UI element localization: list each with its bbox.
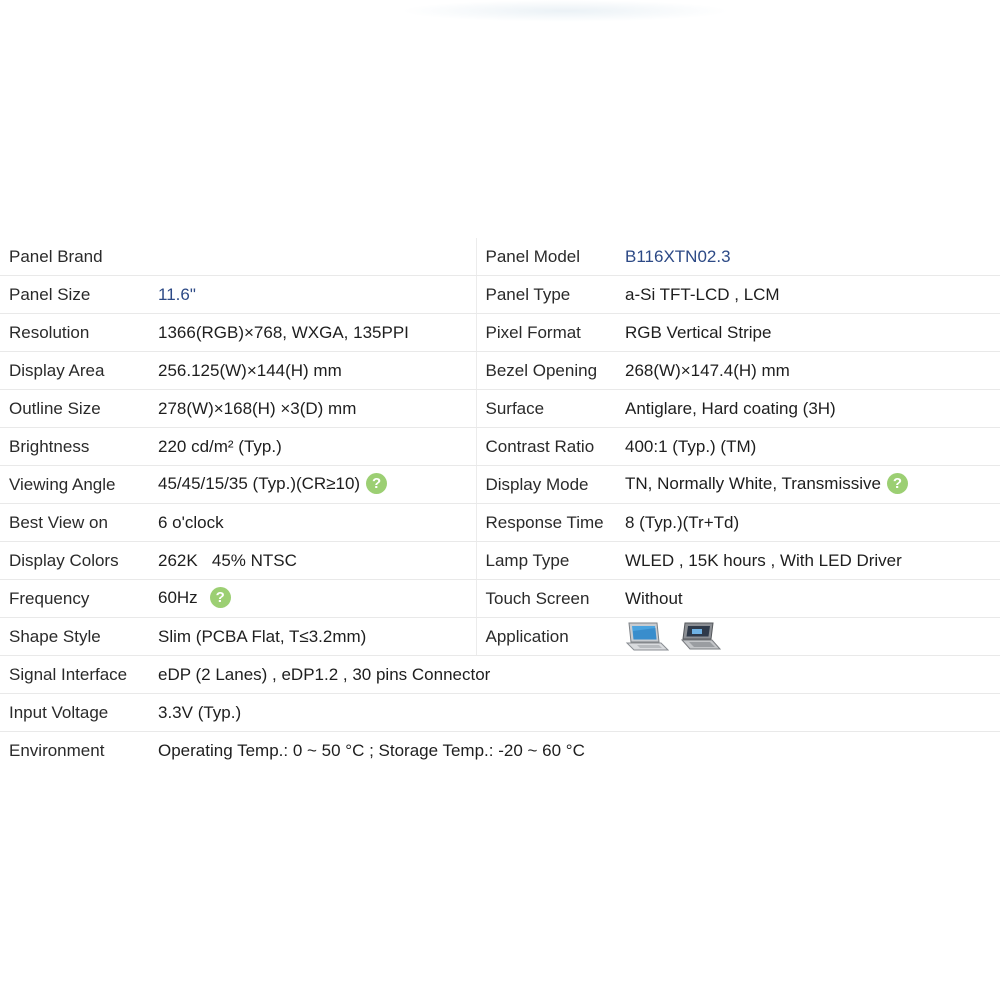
spec-label: Environment xyxy=(9,740,105,760)
table-row xyxy=(0,542,1000,580)
table-row xyxy=(0,732,1000,770)
spec-value: a-Si TFT-LCD , LCM xyxy=(617,276,1000,314)
spec-value: 268(W)×147.4(H) mm xyxy=(617,352,1000,390)
help-icon[interactable]: ? xyxy=(366,473,387,494)
table-row xyxy=(0,466,1000,504)
spec-label: Response Time xyxy=(476,504,617,542)
table-row xyxy=(0,694,1000,732)
spec-label: Brightness xyxy=(0,428,149,466)
spec-label: Frequency xyxy=(0,580,149,618)
spec-table xyxy=(0,238,1000,769)
table-row xyxy=(0,428,1000,466)
spec-value: Slim (PCBA Flat, T≤3.2mm) xyxy=(149,618,476,656)
spec-value: RGB Vertical Stripe xyxy=(617,314,1000,352)
top-decoration xyxy=(400,0,730,22)
table-row xyxy=(0,390,1000,428)
spec-label: Shape Style xyxy=(0,618,149,656)
spec-label: Panel Brand xyxy=(0,238,149,276)
spec-label: Outline Size xyxy=(0,390,149,428)
spec-value: eDP (2 Lanes) , eDP1.2 , 30 pins Connector xyxy=(149,656,1000,694)
spec-label: Resolution xyxy=(0,314,149,352)
spec-value: 1366(RGB)×768, WXGA, 135PPI xyxy=(149,314,476,352)
spec-label: Display Mode xyxy=(476,466,617,504)
spec-label: Panel Type xyxy=(476,276,617,314)
spec-label: Pixel Format xyxy=(476,314,617,352)
table-row xyxy=(0,618,1000,656)
spec-value: Without xyxy=(617,580,1000,618)
spec-label: Panel Size xyxy=(0,276,149,314)
laptop-icon xyxy=(625,620,669,654)
spec-label: Panel Model xyxy=(476,238,617,276)
spec-label: Surface xyxy=(476,390,617,428)
spec-value: TN, Normally White, Transmissive xyxy=(625,473,881,493)
spec-value: 262K 45% NTSC xyxy=(149,542,476,580)
spec-label: Best View on xyxy=(0,504,149,542)
table-row xyxy=(0,314,1000,352)
table-row xyxy=(0,352,1000,390)
application-icons xyxy=(625,620,723,654)
spec-label: Application xyxy=(476,618,617,656)
spec-value xyxy=(149,238,476,276)
panel-model-link[interactable]: B116XTN02.3 xyxy=(625,246,731,266)
table-row xyxy=(0,276,1000,314)
panel-size-link[interactable]: 11.6" xyxy=(158,284,196,304)
spec-label: Display Area xyxy=(0,352,149,390)
table-row xyxy=(0,656,1000,694)
spec-value: Operating Temp.: 0 ~ 50 °C ; Storage Temp.: -20 ~ 60 °C xyxy=(158,740,585,760)
spec-value: 60Hz xyxy=(158,587,198,607)
spec-label: Signal Interface xyxy=(0,656,149,694)
spec-value: 3.3V (Typ.) xyxy=(149,694,1000,732)
spec-label: Display Colors xyxy=(0,542,149,580)
spec-value: Antiglare, Hard coating (3H) xyxy=(617,390,1000,428)
spec-label: Bezel Opening xyxy=(476,352,617,390)
spec-value: 256.125(W)×144(H) mm xyxy=(149,352,476,390)
help-icon[interactable]: ? xyxy=(887,473,908,494)
table-row xyxy=(0,238,1000,276)
spec-label: Input Voltage xyxy=(0,694,149,732)
spec-value: 6 o'clock xyxy=(149,504,476,542)
spec-label: Contrast Ratio xyxy=(476,428,617,466)
help-icon[interactable]: ? xyxy=(210,587,231,608)
spec-value: 400:1 (Typ.) (TM) xyxy=(617,428,1000,466)
spec-value: 8 (Typ.)(Tr+Td) xyxy=(617,504,1000,542)
notebook-icon xyxy=(679,620,723,654)
spec-value: 220 cd/m² (Typ.) xyxy=(149,428,476,466)
spec-label: Viewing Angle xyxy=(0,466,149,504)
spec-value: 278(W)×168(H) ×3(D) mm xyxy=(149,390,476,428)
spec-label: Touch Screen xyxy=(476,580,617,618)
table-row xyxy=(0,580,1000,618)
spec-label: Lamp Type xyxy=(476,542,617,580)
spec-value: 45/45/15/35 (Typ.)(CR≥10) xyxy=(158,473,361,493)
spec-value: WLED , 15K hours , With LED Driver xyxy=(617,542,1000,580)
table-row xyxy=(0,504,1000,542)
